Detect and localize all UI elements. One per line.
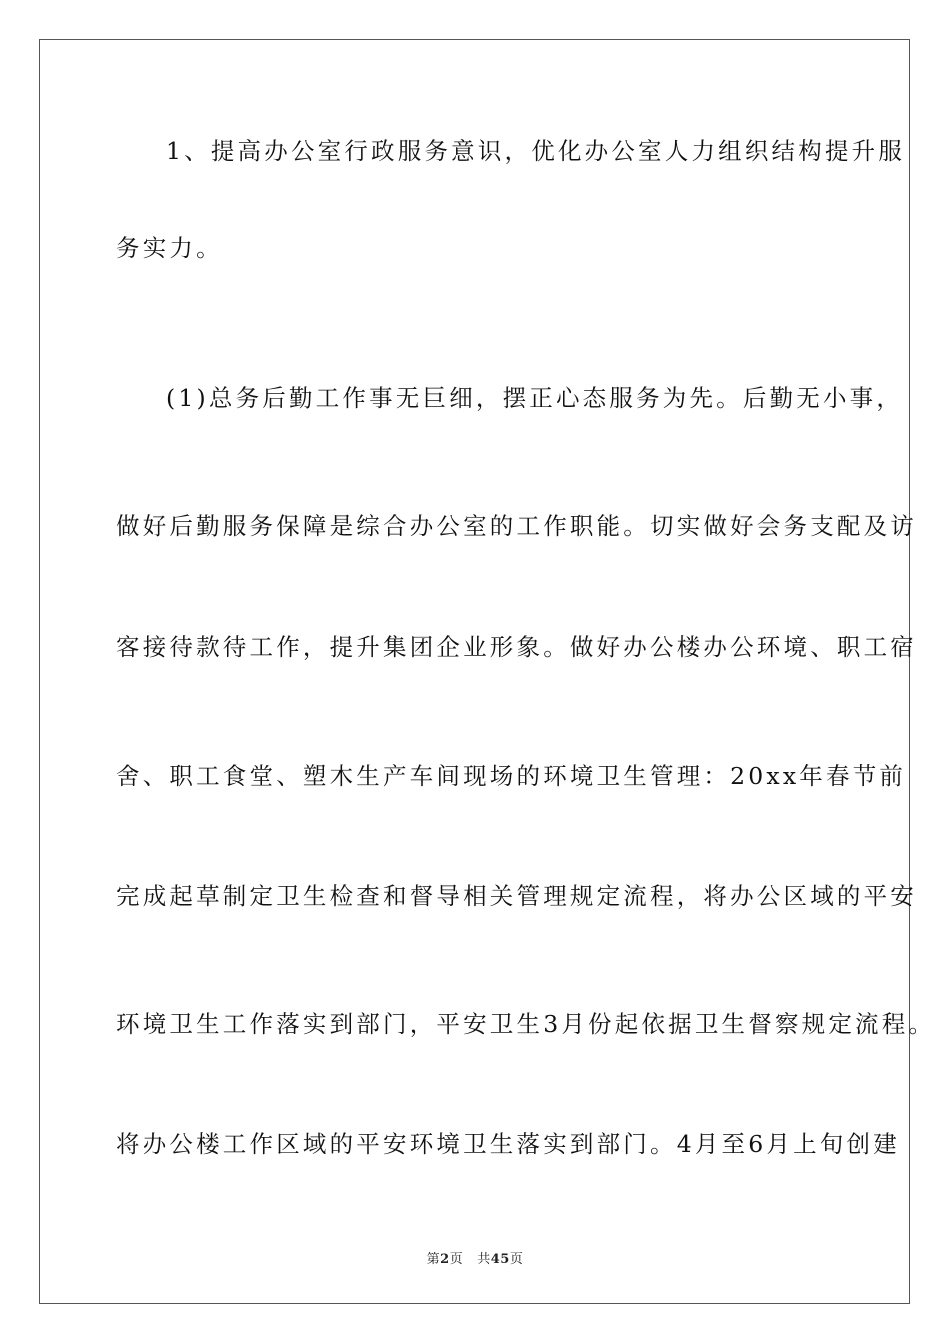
paragraph-line-9: 将办公楼工作区域的平安环境卫生落实到部门。4月至6月上旬创建 — [116, 1130, 900, 1158]
paragraph-line-4: 做好后勤服务保障是综合办公室的工作职能。切实做好会务支配及访 — [116, 512, 917, 540]
page-border — [39, 39, 936, 1304]
paragraph-line-1: 1、提高办公室行政服务意识，优化办公室人力组织结构提升服 — [166, 137, 906, 165]
paragraph-line-7: 完成起草制定卫生检查和督导相关管理规定流程，将办公区域的平安 — [116, 882, 917, 910]
footer-page-suffix: 页 — [449, 1252, 464, 1267]
paragraph-line-6: 舍、职工食堂、塑木生产车间现场的环境卫生管理：20xx年春节前 — [116, 762, 907, 790]
footer-total-pages: 45 — [490, 1252, 510, 1267]
footer-page-prefix: 第 — [426, 1252, 441, 1267]
paragraph-line-3: (1)总务后勤工作事无巨细，摆正心态服务为先。后勤无小事， — [166, 384, 904, 412]
footer-total-prefix: 共 — [477, 1252, 491, 1267]
footer-page-number: 2 — [440, 1252, 450, 1267]
footer-total-suffix: 页 — [509, 1252, 524, 1267]
paragraph-line-2: 务实力。 — [116, 234, 223, 262]
page-footer — [0, 1248, 950, 1267]
paragraph-line-5: 客接待款待工作，提升集团企业形象。做好办公楼办公环境、职工宿 — [116, 633, 917, 661]
paragraph-line-8: 环境卫生工作落实到部门，平安卫生3月份起依据卫生督察规定流程。 — [116, 1010, 936, 1038]
